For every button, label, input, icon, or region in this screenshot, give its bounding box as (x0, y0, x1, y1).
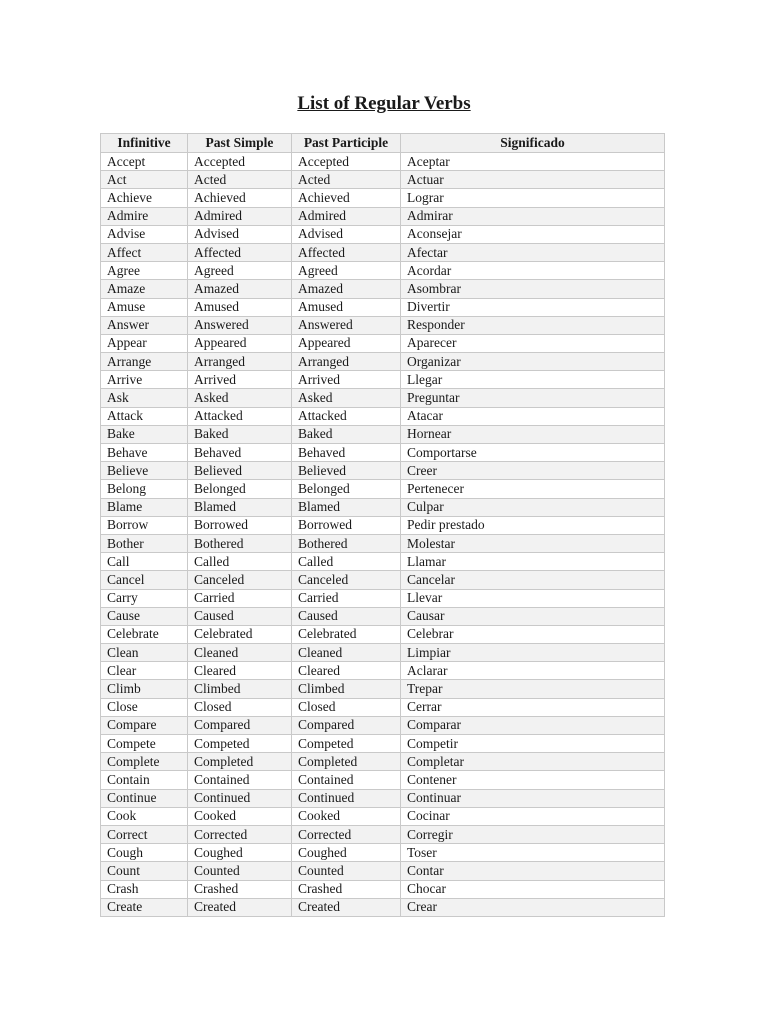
cell-past-simple: Compared (188, 716, 292, 734)
cell-infinitive: Create (101, 898, 188, 916)
cell-infinitive: Belong (101, 480, 188, 498)
cell-past-simple: Believed (188, 462, 292, 480)
cell-past-simple: Arranged (188, 353, 292, 371)
cell-past-participle: Belonged (292, 480, 401, 498)
table-row (101, 189, 665, 207)
cell-past-participle: Asked (292, 389, 401, 407)
cell-infinitive: Act (101, 171, 188, 189)
cell-significado: Limpiar (401, 644, 665, 662)
table-body (101, 153, 665, 917)
cell-significado: Hornear (401, 425, 665, 443)
cell-past-simple: Answered (188, 316, 292, 334)
cell-past-simple: Achieved (188, 189, 292, 207)
cell-past-participle: Arrived (292, 371, 401, 389)
cell-infinitive: Agree (101, 262, 188, 280)
cell-significado: Cocinar (401, 807, 665, 825)
cell-past-simple: Caused (188, 607, 292, 625)
cell-past-participle: Appeared (292, 334, 401, 352)
cell-infinitive: Count (101, 862, 188, 880)
table-row (101, 662, 665, 680)
cell-significado: Cancelar (401, 571, 665, 589)
cell-past-participle: Carried (292, 589, 401, 607)
table-row (101, 771, 665, 789)
cell-past-simple: Created (188, 898, 292, 916)
cell-infinitive: Admire (101, 207, 188, 225)
table-row (101, 716, 665, 734)
cell-past-participle: Celebrated (292, 625, 401, 643)
cell-past-simple: Cooked (188, 807, 292, 825)
cell-past-simple: Arrived (188, 371, 292, 389)
cell-infinitive: Bother (101, 534, 188, 552)
cell-past-participle: Borrowed (292, 516, 401, 534)
cell-infinitive: Amuse (101, 298, 188, 316)
cell-past-simple: Called (188, 553, 292, 571)
table-row (101, 444, 665, 462)
cell-infinitive: Correct (101, 825, 188, 843)
table-row (101, 389, 665, 407)
cell-significado: Continuar (401, 789, 665, 807)
cell-significado: Molestar (401, 534, 665, 552)
cell-infinitive: Climb (101, 680, 188, 698)
table-row (101, 462, 665, 480)
cell-significado: Organizar (401, 353, 665, 371)
cell-past-simple: Counted (188, 862, 292, 880)
cell-past-simple: Belonged (188, 480, 292, 498)
header-infinitive: Infinitive (101, 134, 188, 153)
table-row (101, 698, 665, 716)
table-row (101, 825, 665, 843)
table-row (101, 862, 665, 880)
cell-past-participle: Completed (292, 753, 401, 771)
cell-significado: Afectar (401, 243, 665, 261)
table-row (101, 171, 665, 189)
cell-past-simple: Blamed (188, 498, 292, 516)
cell-significado: Asombrar (401, 280, 665, 298)
table-row (101, 498, 665, 516)
cell-past-simple: Agreed (188, 262, 292, 280)
table-row (101, 625, 665, 643)
table-row (101, 243, 665, 261)
cell-significado: Chocar (401, 880, 665, 898)
cell-past-simple: Competed (188, 735, 292, 753)
table-row (101, 880, 665, 898)
table-row (101, 534, 665, 552)
cell-past-participle: Arranged (292, 353, 401, 371)
cell-significado: Completar (401, 753, 665, 771)
cell-past-participle: Crashed (292, 880, 401, 898)
cell-past-simple: Closed (188, 698, 292, 716)
header-significado: Significado (401, 134, 665, 153)
cell-significado: Aconsejar (401, 225, 665, 243)
cell-significado: Llamar (401, 553, 665, 571)
cell-infinitive: Blame (101, 498, 188, 516)
cell-past-participle: Called (292, 553, 401, 571)
cell-significado: Cerrar (401, 698, 665, 716)
cell-significado: Contar (401, 862, 665, 880)
cell-past-simple: Bothered (188, 534, 292, 552)
cell-significado: Corregir (401, 825, 665, 843)
cell-significado: Aclarar (401, 662, 665, 680)
table-row (101, 207, 665, 225)
cell-infinitive: Believe (101, 462, 188, 480)
cell-infinitive: Clear (101, 662, 188, 680)
cell-significado: Comportarse (401, 444, 665, 462)
cell-past-simple: Accepted (188, 153, 292, 171)
cell-significado: Preguntar (401, 389, 665, 407)
cell-past-simple: Cleared (188, 662, 292, 680)
cell-past-participle: Cooked (292, 807, 401, 825)
cell-significado: Llevar (401, 589, 665, 607)
cell-past-participle: Cleared (292, 662, 401, 680)
cell-significado: Atacar (401, 407, 665, 425)
cell-infinitive: Answer (101, 316, 188, 334)
cell-past-participle: Bothered (292, 534, 401, 552)
cell-past-simple: Canceled (188, 571, 292, 589)
cell-past-simple: Climbed (188, 680, 292, 698)
cell-infinitive: Appear (101, 334, 188, 352)
cell-infinitive: Achieve (101, 189, 188, 207)
cell-infinitive: Continue (101, 789, 188, 807)
table-header-row (101, 134, 665, 153)
table-row (101, 644, 665, 662)
cell-significado: Causar (401, 607, 665, 625)
table-row (101, 589, 665, 607)
cell-infinitive: Cough (101, 844, 188, 862)
cell-infinitive: Clean (101, 644, 188, 662)
cell-past-simple: Celebrated (188, 625, 292, 643)
cell-past-simple: Completed (188, 753, 292, 771)
cell-past-participle: Continued (292, 789, 401, 807)
cell-past-participle: Counted (292, 862, 401, 880)
cell-infinitive: Arrive (101, 371, 188, 389)
cell-past-participle: Climbed (292, 680, 401, 698)
cell-past-simple: Borrowed (188, 516, 292, 534)
header-past-simple: Past Simple (188, 134, 292, 153)
cell-significado: Lograr (401, 189, 665, 207)
cell-past-participle: Competed (292, 735, 401, 753)
cell-significado: Celebrar (401, 625, 665, 643)
cell-past-simple: Baked (188, 425, 292, 443)
cell-past-participle: Affected (292, 243, 401, 261)
cell-significado: Pedir prestado (401, 516, 665, 534)
table-row (101, 353, 665, 371)
cell-past-participle: Created (292, 898, 401, 916)
cell-past-simple: Cleaned (188, 644, 292, 662)
cell-past-participle: Cleaned (292, 644, 401, 662)
cell-significado: Llegar (401, 371, 665, 389)
cell-infinitive: Affect (101, 243, 188, 261)
cell-past-simple: Behaved (188, 444, 292, 462)
cell-infinitive: Advise (101, 225, 188, 243)
cell-significado: Crear (401, 898, 665, 916)
cell-past-simple: Attacked (188, 407, 292, 425)
table-row (101, 516, 665, 534)
cell-infinitive: Cancel (101, 571, 188, 589)
table-row (101, 680, 665, 698)
cell-significado: Competir (401, 735, 665, 753)
cell-infinitive: Borrow (101, 516, 188, 534)
cell-past-participle: Coughed (292, 844, 401, 862)
cell-past-participle: Admired (292, 207, 401, 225)
table-row (101, 225, 665, 243)
cell-past-participle: Amused (292, 298, 401, 316)
document-title: List of Regular Verbs (297, 93, 471, 114)
cell-past-simple: Asked (188, 389, 292, 407)
table-row (101, 316, 665, 334)
cell-past-simple: Carried (188, 589, 292, 607)
table-row (101, 898, 665, 916)
table-row (101, 789, 665, 807)
cell-significado: Creer (401, 462, 665, 480)
cell-significado: Acordar (401, 262, 665, 280)
table-row (101, 153, 665, 171)
cell-infinitive: Close (101, 698, 188, 716)
cell-past-simple: Continued (188, 789, 292, 807)
table-row (101, 334, 665, 352)
cell-infinitive: Celebrate (101, 625, 188, 643)
cell-infinitive: Attack (101, 407, 188, 425)
table-row (101, 735, 665, 753)
cell-past-participle: Attacked (292, 407, 401, 425)
cell-past-simple: Affected (188, 243, 292, 261)
table-row (101, 807, 665, 825)
cell-past-simple: Acted (188, 171, 292, 189)
cell-past-participle: Achieved (292, 189, 401, 207)
cell-past-participle: Compared (292, 716, 401, 734)
cell-past-participle: Behaved (292, 444, 401, 462)
cell-past-participle: Canceled (292, 571, 401, 589)
cell-past-simple: Advised (188, 225, 292, 243)
cell-infinitive: Accept (101, 153, 188, 171)
cell-infinitive: Call (101, 553, 188, 571)
table-row (101, 844, 665, 862)
table-row (101, 280, 665, 298)
cell-significado: Toser (401, 844, 665, 862)
cell-significado: Aparecer (401, 334, 665, 352)
cell-infinitive: Arrange (101, 353, 188, 371)
cell-significado: Trepar (401, 680, 665, 698)
cell-significado: Actuar (401, 171, 665, 189)
cell-significado: Divertir (401, 298, 665, 316)
cell-significado: Culpar (401, 498, 665, 516)
cell-past-simple: Appeared (188, 334, 292, 352)
cell-past-participle: Caused (292, 607, 401, 625)
cell-past-simple: Admired (188, 207, 292, 225)
cell-infinitive: Contain (101, 771, 188, 789)
cell-significado: Aceptar (401, 153, 665, 171)
cell-past-participle: Closed (292, 698, 401, 716)
cell-past-participle: Accepted (292, 153, 401, 171)
table-row (101, 480, 665, 498)
regular-verbs-table (100, 133, 665, 917)
cell-infinitive: Behave (101, 444, 188, 462)
cell-past-participle: Acted (292, 171, 401, 189)
cell-infinitive: Cause (101, 607, 188, 625)
cell-infinitive: Bake (101, 425, 188, 443)
table-row (101, 553, 665, 571)
table-row (101, 371, 665, 389)
table-row (101, 607, 665, 625)
header-past-participle: Past Participle (292, 134, 401, 153)
cell-infinitive: Crash (101, 880, 188, 898)
cell-infinitive: Compete (101, 735, 188, 753)
table-row (101, 753, 665, 771)
cell-significado: Pertenecer (401, 480, 665, 498)
cell-past-participle: Advised (292, 225, 401, 243)
cell-past-simple: Crashed (188, 880, 292, 898)
cell-past-participle: Corrected (292, 825, 401, 843)
cell-significado: Responder (401, 316, 665, 334)
cell-past-participle: Amazed (292, 280, 401, 298)
table-row (101, 262, 665, 280)
cell-past-simple: Contained (188, 771, 292, 789)
cell-past-participle: Answered (292, 316, 401, 334)
cell-significado: Contener (401, 771, 665, 789)
table-row (101, 571, 665, 589)
cell-infinitive: Amaze (101, 280, 188, 298)
cell-past-participle: Baked (292, 425, 401, 443)
cell-past-participle: Blamed (292, 498, 401, 516)
table-row (101, 425, 665, 443)
cell-past-participle: Contained (292, 771, 401, 789)
cell-infinitive: Complete (101, 753, 188, 771)
cell-past-participle: Agreed (292, 262, 401, 280)
cell-past-simple: Amused (188, 298, 292, 316)
cell-significado: Comparar (401, 716, 665, 734)
table-row (101, 407, 665, 425)
cell-infinitive: Ask (101, 389, 188, 407)
cell-past-simple: Corrected (188, 825, 292, 843)
cell-past-simple: Coughed (188, 844, 292, 862)
cell-infinitive: Compare (101, 716, 188, 734)
table-row (101, 298, 665, 316)
cell-past-participle: Believed (292, 462, 401, 480)
cell-significado: Admirar (401, 207, 665, 225)
cell-infinitive: Carry (101, 589, 188, 607)
cell-past-simple: Amazed (188, 280, 292, 298)
cell-infinitive: Cook (101, 807, 188, 825)
